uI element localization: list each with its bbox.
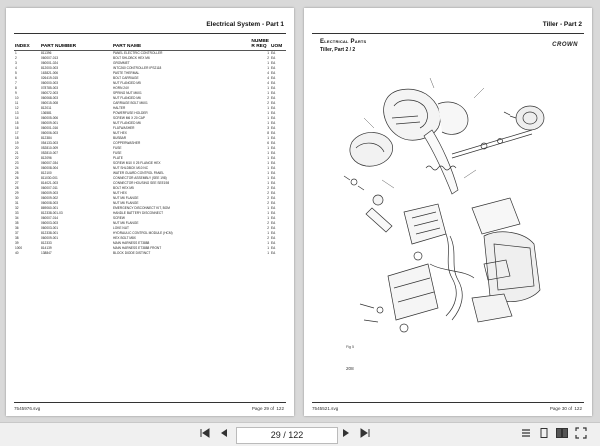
row-uom: EA [271,66,276,70]
next-page-button[interactable] [340,427,352,441]
row-uom: EA [271,106,276,110]
row-quantity: 1 [267,151,269,155]
figure-label: Fig 5 [346,345,354,349]
row-index: 18 [15,136,19,140]
row-uom: EA [271,161,276,165]
row-uom: EA [271,216,276,220]
row-quantity: 1 [267,181,269,185]
row-uom: EA [271,226,276,230]
two-page-view-button[interactable] [555,427,569,441]
row-uom: EA [271,56,276,60]
row-quantity: 1 [267,241,269,245]
row-quantity: 2 [267,196,269,200]
row-part-name: SCREW M10 X 25 FLANGE HEX [113,161,161,165]
row-part-number: 060008-004 [41,166,59,170]
row-part-number: 060003-001 [41,226,59,230]
row-index: 24 [15,166,19,170]
right-page-header-title: Tiller - Part 2 [542,21,582,28]
row-quantity: 1 [267,206,269,210]
row-quantity: 1 [267,61,269,65]
row-part-number: 812338-001-03 [41,211,63,215]
row-index: 13 [15,111,19,115]
row-part-number: 060015-008 [41,101,59,105]
right-page-footer-page [549,406,582,411]
row-uom: EA [271,116,276,120]
row-part-name: HALTER [113,106,126,110]
row-part-number: 060072-003 [41,91,59,95]
row-uom: EA [271,71,276,75]
page-number-input[interactable] [236,427,338,444]
row-uom: EA [271,121,276,125]
row-quantity: 4 [267,76,269,80]
row-index: 19 [15,141,19,145]
header-rule [14,33,286,34]
row-part-name: GROMMET [113,61,130,65]
left-page-header-title: Electrical System - Part 1 [206,21,284,28]
row-index: 25 [15,171,19,175]
row-part-number: 869060-001 [41,206,59,210]
row-uom: EA [271,221,276,225]
row-part-name: PASTE THERMAL [113,71,140,75]
row-part-name: BUSBAR [113,136,127,140]
row-quantity: 1 [267,156,269,160]
row-index: 1000 [15,246,23,250]
right-page [304,8,592,416]
row-part-name: HANDLE BATTERY DISCONNECT [113,211,164,215]
row-part-name: BOLT HEX M5 [113,186,134,190]
row-quantity: 1 [267,66,269,70]
row-quantity: 8 [267,131,269,135]
row-part-name: FUSE [113,146,122,150]
row-part-name: NUT M6 FLANGE [113,221,139,225]
row-quantity: 1 [267,171,269,175]
row-index: 38 [15,236,19,240]
last-page-button[interactable] [358,427,372,441]
viewer-toolbar [0,422,600,446]
row-index: 4 [15,66,17,70]
row-quantity: 1 [267,91,269,95]
row-uom: EA [271,51,276,55]
row-index: 33 [15,211,19,215]
row-part-name: NUT HEX [113,131,127,135]
row-index: 36 [15,226,19,230]
row-index: 5 [15,71,17,75]
row-uom: EA [271,246,276,250]
row-part-name: WATER GUARD CONTROL PANEL [113,171,165,175]
row-part-number: 060007-011 [41,186,58,190]
row-quantity: 2 [267,56,269,60]
row-part-number: 811030-001 [41,176,58,180]
crown-logo: CROWN [552,42,578,48]
row-index: 20 [15,146,19,150]
row-quantity: 1 [267,146,269,150]
row-quantity: 2 [267,101,269,105]
next-page-icon [340,427,352,439]
row-quantity: 1 [267,231,269,235]
row-uom: EA [271,96,276,100]
row-part-number: 054133-003 [41,141,59,145]
row-uom: EA [271,191,276,195]
row-part-name: INTC260 CONTROLLER IPS2118 [113,66,162,70]
left-page [6,8,294,416]
previous-page-icon [218,427,230,439]
row-part-name: NUT FLANGED M6 [113,96,141,100]
row-uom: EA [271,61,276,65]
row-part-number: 052810-009 [41,146,59,150]
parts-table [14,39,286,256]
row-part-number: 060008-003 [41,201,59,205]
row-part-number: 163821-006 [41,71,59,75]
row-uom: EA [271,201,276,205]
page-label: Page 30 of [549,406,573,411]
row-index: 14 [15,116,19,120]
single-page-icon [539,427,549,439]
row-quantity: 2 [267,201,269,205]
row-part-name: CARRIAGE BOLT M6X1 [113,101,148,105]
row-index: 6 [15,76,17,80]
row-part-name: HEX BOLT M8X [113,236,136,240]
row-part-number: 812100 [41,171,52,175]
row-part-name: CONNECTOR ASSEMBLY (SEE 198) [113,176,167,180]
row-uom: EA [271,126,276,130]
row-part-number: 060068-003 [41,96,59,100]
row-quantity: 2 [267,236,269,240]
row-part-number: 812384 [41,136,52,140]
row-quantity: 3 [267,126,269,130]
row-part-name: MAIN HARNESS ET3888 [113,241,150,245]
diagram-subtitle: Tiller, Part 2 / 2 [320,47,356,53]
row-part-number: 060007-013 [41,56,59,60]
row-part-name: NUT SHLDBCK M10 NC [113,166,149,170]
footer-rule [312,402,584,403]
exploded-parts-diagram [334,58,559,338]
left-page-footer-file: 7545976.svg [14,406,41,411]
row-uom: EA [271,236,276,240]
row-uom: EA [271,86,276,90]
column-header-part-number: PART NUMBER [40,39,112,51]
row-index: 15 [15,121,19,125]
row-quantity: 1 [267,176,269,180]
row-quantity: 4 [267,81,269,85]
row-part-number: 060009-003 [41,191,59,195]
row-part-name: EMERGENCY DISCONNECT KIT, BOM [113,206,170,210]
row-part-number: 052810-007 [41,151,59,155]
diagram-title: Electrical Parts [320,39,367,45]
column-header-index: INDEX [14,39,40,51]
row-part-number: 060000-003 [41,81,59,85]
row-index: 34 [15,216,19,220]
row-uom: EA [271,196,276,200]
row-part-name: PANEL ELECTRIC CONTROLLER [113,51,163,55]
row-part-number: 060007-014 [41,216,59,220]
row-uom: EA [271,231,276,235]
row-quantity: 1 [267,51,269,55]
row-quantity: 1 [267,111,269,115]
row-index: 32 [15,206,19,210]
menu-button[interactable] [520,427,532,441]
row-part-name: NUT FLANGED M5 [113,81,141,85]
table-header-row [14,39,286,51]
row-quantity: 1 [267,116,269,120]
row-index: 39 [15,241,19,245]
row-part-number: 060006-003 [41,131,59,135]
row-part-name: BOLT CARRIAGE [113,76,139,80]
row-part-name: POWERFUSE HOLDER [113,111,148,115]
previous-page-button[interactable] [218,427,230,441]
row-part-number: 136581 [41,111,52,115]
row-index: 28 [15,186,19,190]
row-quantity: 1 [267,251,269,255]
row-uom: EA [271,136,276,140]
row-uom: EA [271,166,276,170]
row-index: 29 [15,191,19,195]
fullscreen-button[interactable] [574,427,588,441]
row-part-name: PLATE [113,156,123,160]
left-page-footer-page [251,406,284,411]
row-part-number: 814021-003 [41,181,59,185]
last-page-icon [359,427,371,439]
row-part-name: BOLT SHLDBCK HEX M6 [113,56,150,60]
table-row [14,251,286,256]
row-uom: EA [271,111,276,115]
row-part-name: SPRING NUT M6X1 [113,91,142,95]
row-index: 12 [15,106,19,110]
row-quantity: 1 [267,136,269,140]
row-quantity: 2 [267,191,269,195]
row-part-name: NUT FLANGED M6 [113,121,141,125]
row-part-name: FLATWASHER [113,126,135,130]
row-part-number: 060009-001 [41,236,59,240]
row-part-number: 060005-006 [41,116,59,120]
row-uom: EA [271,146,276,150]
row-part-number: 060001-016 [41,126,59,130]
row-index: 1 [15,51,17,55]
row-quantity: 1 [267,121,269,125]
parts-table-body [14,51,286,257]
row-uom: EA [271,251,276,255]
row-part-name: SCREW [113,216,125,220]
row-index: 37 [15,231,19,235]
row-index: 21 [15,151,19,155]
row-index: 23 [15,161,19,165]
row-part-number: 060009-001 [41,121,59,125]
column-header-part-name: PART NAME [112,39,250,51]
single-page-view-button[interactable] [538,427,550,441]
figure-number: 208 [346,366,354,371]
row-uom: EA [271,151,276,155]
first-page-button[interactable] [198,427,212,441]
row-part-name: NUT M6 FLANGE [113,201,139,205]
row-quantity: 1 [267,106,269,110]
row-part-name: HORN 24V [113,86,129,90]
row-index: 26 [15,176,19,180]
row-uom: EA [271,101,276,105]
row-part-number: 812338-001 [41,231,59,235]
row-index: 17 [15,131,19,135]
row-part-name: FUSE [113,151,122,155]
row-part-number: 060001-024 [41,61,59,65]
row-index: 16 [15,126,19,130]
row-index: 7 [15,81,17,85]
row-index: 8 [15,86,17,90]
page-total: 122 [276,406,284,411]
row-index: 40 [15,251,19,255]
row-part-name: BLOCK DIODE DISTINCT [113,251,151,255]
row-index: 27 [15,181,19,185]
row-quantity: 2 [267,186,269,190]
row-quantity: 1 [267,86,269,90]
row-index: 3 [15,61,17,65]
row-index: 10 [15,96,19,100]
row-uom: EA [271,241,276,245]
row-part-number: 814139 [41,246,52,250]
row-index: 30 [15,196,19,200]
two-page-icon [556,427,568,439]
row-part-name: MAIN HARNESS ET3888 FRONT [113,246,162,250]
row-part-name: NUT M6 FLANGE [113,196,139,200]
menu-icon [521,427,531,439]
row-uom: EA [271,181,276,185]
row-uom: EA [271,141,276,145]
row-quantity: 1 [267,161,269,165]
row-uom: EA [271,81,276,85]
column-header-number-req: NUMBE R REQ [251,39,269,49]
row-part-name: SCREW M6 X 20 CAP [113,116,146,120]
footer-rule [14,402,286,403]
row-part-number: 060007-034 [41,161,59,165]
row-index: 31 [15,201,19,205]
page-label: Page 29 of [251,406,275,411]
row-part-number: 812000-003 [41,66,59,70]
row-uom: EA [271,76,276,80]
row-uom: EA [271,186,276,190]
row-part-number: 812096 [41,156,52,160]
row-part-number: 138847 [41,251,52,255]
row-part-name: HYDRAULIC CONTROL MODULE (HCM) [113,231,173,235]
row-part-number: 060009-002 [41,196,59,200]
row-quantity: 1 [267,216,269,220]
row-uom: EA [271,91,276,95]
row-uom: EA [271,211,276,215]
fullscreen-icon [575,427,587,439]
right-page-footer-file: 7545521.svg [312,406,339,411]
row-quantity: 2 [267,221,269,225]
row-quantity: 2 [267,96,269,100]
row-index: 9 [15,91,17,95]
row-index: 22 [15,156,19,160]
row-quantity: 6 [267,141,269,145]
row-quantity: 4 [267,71,269,75]
row-part-number: 060003-003 [41,221,59,225]
row-part-number: 078785-003 [41,86,59,90]
row-quantity: 2 [267,226,269,230]
column-header-uom: UOM [270,39,286,51]
row-index: 2 [15,56,17,60]
page-total: 122 [574,406,582,411]
row-uom: EA [271,156,276,160]
row-uom: EA [271,176,276,180]
row-part-number: 812011 [41,106,52,110]
row-part-name: CONNECTOR HOUSING SEE SEE198 [113,181,170,185]
row-quantity: 1 [267,211,269,215]
row-quantity: 1 [267,246,269,250]
row-index: 35 [15,221,19,225]
row-part-name: NUT HEX [113,191,127,195]
row-quantity: 1 [267,166,269,170]
row-part-number: 811396 [41,51,52,55]
row-part-name: LOKE NUT [113,226,129,230]
row-uom: EA [271,171,276,175]
row-part-number: 026419-015 [41,76,59,80]
row-uom: EA [271,131,276,135]
row-part-name: COPPERWASHER [113,141,141,145]
row-part-number: 812333 [41,241,52,245]
row-uom: EA [271,206,276,210]
first-page-icon [199,427,211,439]
row-index: 11 [15,101,19,105]
header-rule [312,33,584,34]
